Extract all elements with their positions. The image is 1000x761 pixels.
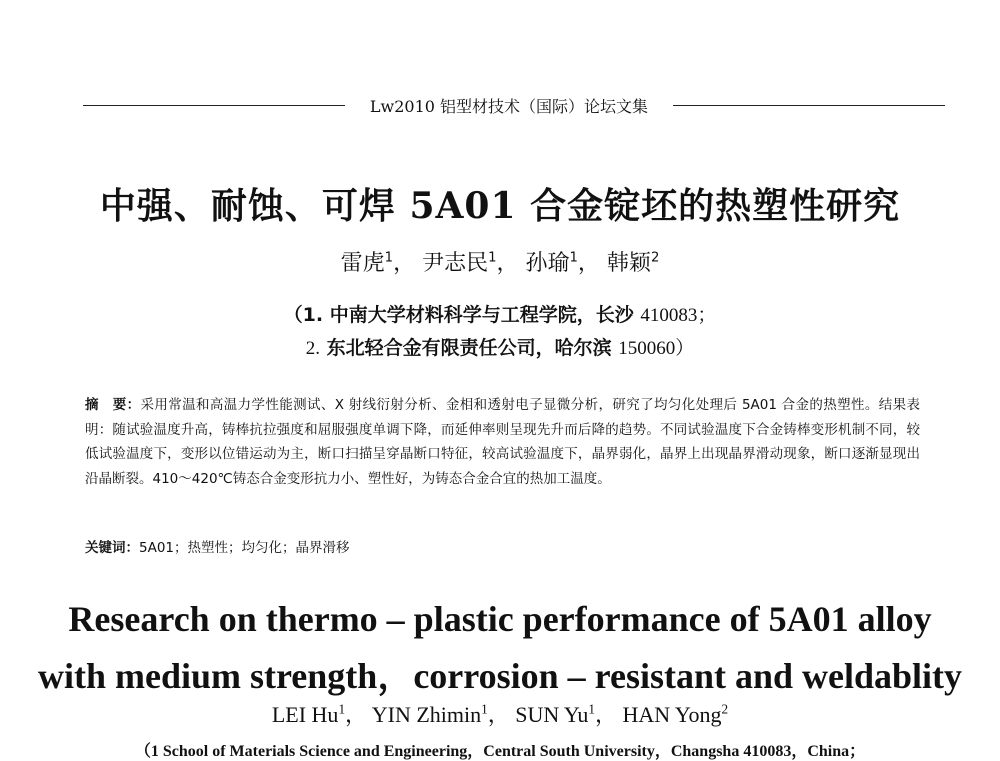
author-separator: ， <box>345 702 368 727</box>
affiliation-text: 中南大学材料科学与工程学院，长沙 <box>329 304 634 326</box>
chinese-affiliation-2 <box>0 333 1000 360</box>
affiliation-prefix: 2. <box>305 338 320 359</box>
english-authors <box>0 698 1000 729</box>
author-affil-mark: 2 <box>721 701 729 717</box>
header-text: Lw2010 铝型材技术（国际）论坛文集 <box>369 97 649 116</box>
english-affiliation-1: （1 School of Materials Science and Engineering，Central South University，Changsha 410083，China； <box>134 743 866 760</box>
author-affil-mark: 1 <box>338 701 346 717</box>
chinese-authors <box>0 246 1000 277</box>
author-name: 孙瑜 <box>525 251 570 276</box>
author-separator: ， <box>487 702 510 727</box>
affiliation-text: 东北轻合金有限责任公司，哈尔滨 <box>326 337 612 359</box>
header-rule-right <box>673 105 945 106</box>
author-name: HAN Yong <box>622 702 722 727</box>
abstract-label: 摘 要： <box>85 397 141 413</box>
author-separator: ， <box>577 251 600 276</box>
author-separator: ， <box>393 251 416 276</box>
abstract-text: 采用常温和高温力学性能测试、X 射线衍射分析、金相和透射电子显微分析，研究了均匀化处理后 5A01 合金的热塑性。结果表明：随试验温度升高，铸棒抗拉强度和屈服强度单调下降，而延伸率则呈现先升而后降的趋势。不同试验温度下合金铸棒变形机制不同，较低试验温度下，变形以位错运动为主，断口扫描呈穿晶断口特征，较高试验温度下，晶界弱化，晶界上出现晶界滑动现象，断口逐渐显现出沿晶断裂。410～420℃铸态合金变形抗力小、塑性好，为铸态合金合宜的热加工温度。 <box>85 397 921 487</box>
author-affil-mark: 1 <box>481 701 488 717</box>
chinese-affiliation-1 <box>0 300 1000 327</box>
author-affil-mark: 1 <box>488 250 497 266</box>
author-name: 雷虎 <box>340 251 385 276</box>
author-name: 尹志民 <box>422 251 489 276</box>
chinese-keywords <box>85 537 920 559</box>
author-affil-mark: 1 <box>569 250 578 266</box>
header-rule-left <box>83 105 345 106</box>
author-name: SUN Yu <box>515 702 589 727</box>
author-separator: ， <box>594 702 617 727</box>
author-affil-mark: 1 <box>384 250 394 266</box>
author-separator: ， <box>496 251 519 276</box>
author-name: LEI Hu <box>271 702 339 727</box>
english-title-line-2: with medium strength，corrosion – resistant and weldablity <box>37 656 963 696</box>
keywords-text: 5A01；热塑性；均匀化；晶界滑移 <box>139 540 350 556</box>
author-affil-mark: 1 <box>588 701 595 717</box>
author-name: YIN Zhimin <box>371 702 482 727</box>
affiliation-postcode: 150060） <box>618 338 695 359</box>
english-title-line-1: Research on thermo – plastic performance of 5A01 alloy <box>68 599 932 639</box>
chinese-title: 中强、耐蚀、可焊 5A01 合金锭坯的热塑性研究 <box>99 185 901 227</box>
author-affil-mark: 2 <box>650 250 660 266</box>
affiliation-prefix: （1. <box>283 304 324 326</box>
affiliation-postcode: 410083； <box>640 305 717 326</box>
author-name: 韩颖 <box>606 251 651 276</box>
chinese-abstract <box>85 393 920 491</box>
keywords-label: 关键词： <box>85 540 139 556</box>
running-header <box>83 85 945 125</box>
